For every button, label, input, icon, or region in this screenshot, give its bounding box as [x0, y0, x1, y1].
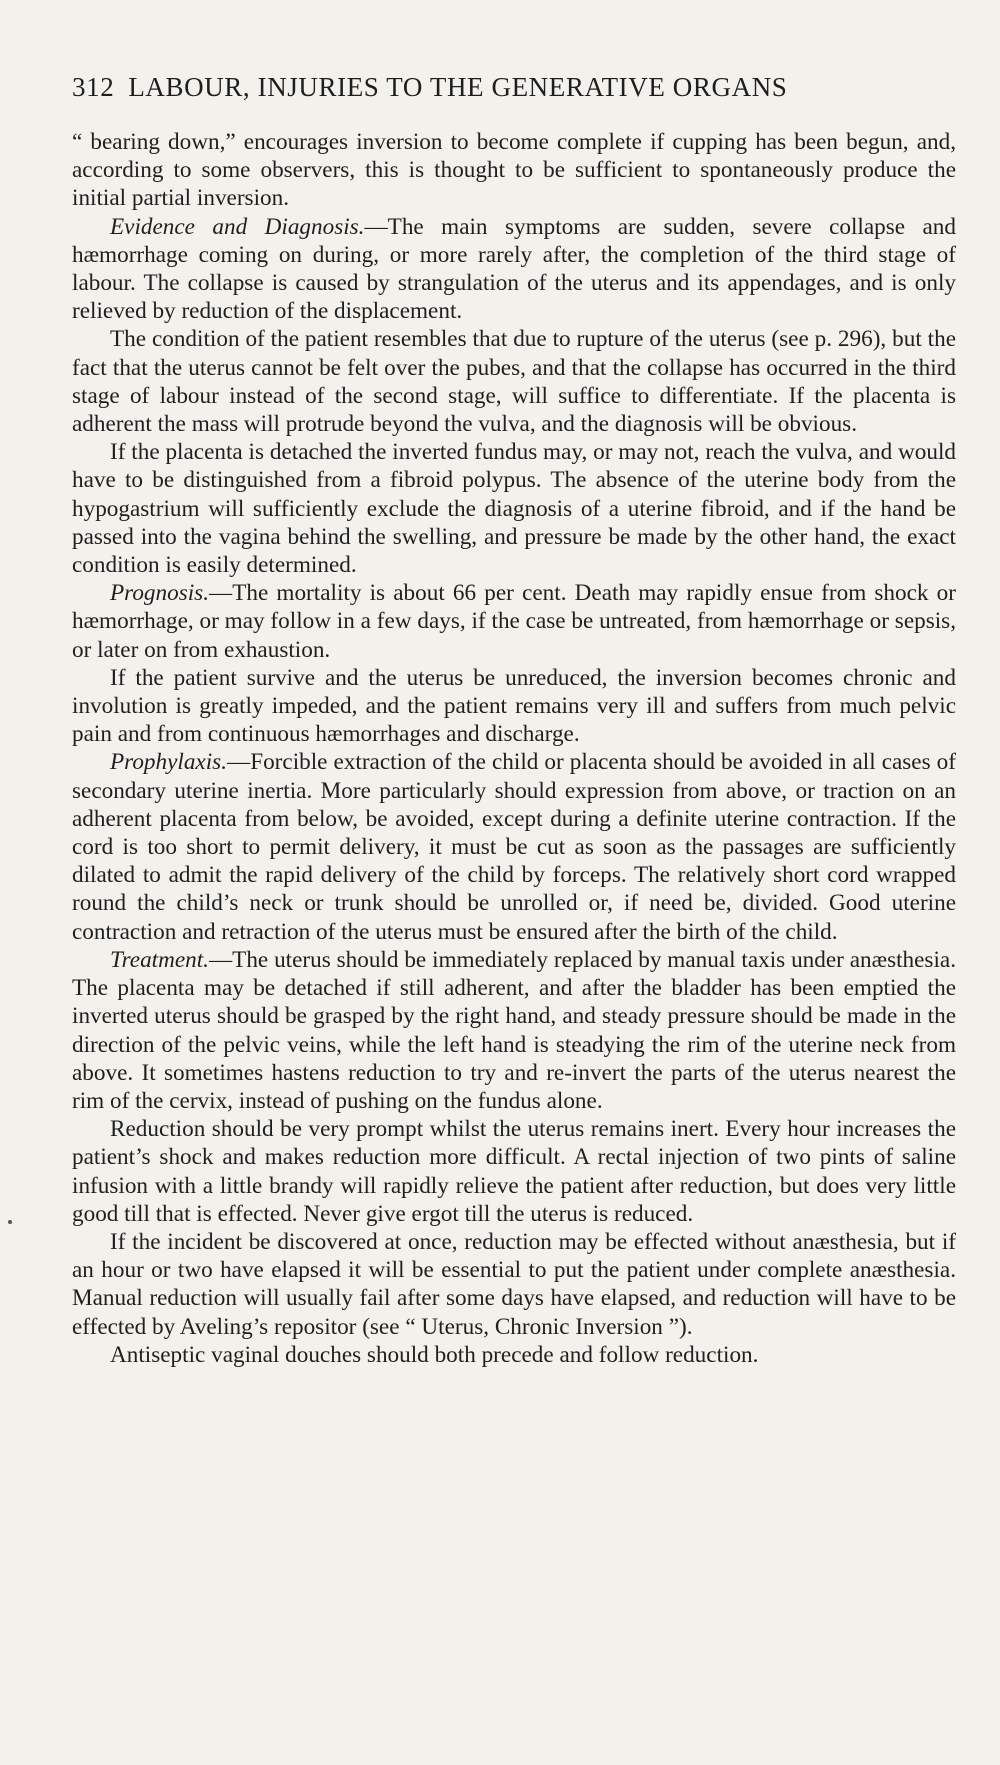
paragraph-text: If the placenta is detached the inverted fundus may, or may not, reach the vulva, and would have to be distinguished from a fibroid polypus. The absence of the uterine body from the hypogastrium will sufficiently exclude the diagnosis of a uterine fibroid, and if the hand be passed into the vagina behind the swelling, and pressure be made by the other hand, the exact condition is easily determined. [72, 439, 956, 579]
paragraph-text: —The mortality is about 66 per cent. Death may rapidly ensue from shock or hæmorrhage, or may follow in a few days, if the case be untreated, from hæmorrhage or sepsis, or later on from exhaustion. [72, 580, 956, 663]
paragraph-condition [72, 325, 956, 438]
paragraph-prognosis [72, 579, 956, 664]
paragraph-placenta-detached [72, 438, 956, 579]
paragraph-reduction [72, 1115, 956, 1228]
running-header [72, 72, 898, 103]
paragraph-text: —The main symptoms are sudden, severe collapse and hæmorrhage coming on during, or more rarely after, the completion of the third stage of labour. The collapse is caused by strangulation of the uterus and its appendages, and is only relieved by reduction of the displacement. [72, 213, 956, 325]
body-text [72, 128, 956, 1369]
paragraph-douches [72, 1341, 956, 1369]
running-title: LABOUR, INJURIES TO THE GENERATIVE ORGANS [128, 72, 788, 102]
paragraph-prophylaxis [72, 748, 956, 945]
paragraph-text: If the patient survive and the uterus be unreduced, the inversion becomes chronic and involution is greatly impeded, and the patient remains very ill and suffers from much pelvic pain and from continuous hæmorrhages and discharge. [72, 664, 956, 748]
paragraph-unreduced [72, 664, 956, 749]
paragraph-evidence-diagnosis [72, 213, 956, 326]
section-heading-treatment: Treatment. [110, 946, 209, 973]
paragraph-text: —Forcible extraction of the child or placenta should be avoided in all cases of secondary uterine inertia. More particularly should expression from above, or traction on an adherent placenta from below, be avoided, except during a definite uterine contraction. If the cord is too short to permit delivery, it must be cut as soon as the passages are sufficiently dilated to admit the rapid delivery of the child by forceps. The relatively short cord wrapped round the child’s neck or trunk should be unrolled or, if need be, divided. Good uterine contraction and retraction of the uterus must be ensured after the birth of the child. [72, 749, 956, 945]
paragraph-text: Reduction should be very prompt whilst the uterus remains inert. Every hour increases the patient’s shock and makes reduction more difficult. A rectal injection of two pints of saline infusion with a little brandy will rapidly relieve the patient after reduction, but does very little good till that is effected. Never give ergot till the uterus is reduced. [72, 1116, 956, 1227]
section-heading-prognosis: Prognosis. [110, 580, 209, 607]
paragraph-incident [72, 1228, 956, 1341]
paragraph-continuation [72, 128, 956, 213]
section-heading-evidence-diagnosis: Evidence and Diagnosis. [110, 213, 365, 240]
margin-speck [8, 1220, 12, 1224]
paragraph-text: —The uterus should be immediately replaced by manual taxis under anæsthesia. The placenta may be detached if still adherent, and after the bladder has been emptied the inverted uterus should be grasped by the right hand, and steady pressure should be made in the direction of the pelvic veins, while the left hand is steadying the rim of the uterine neck from above. It sometimes hastens reduction to try and re-invert the parts of the uterus nearest the rim of the cervix, instead of pushing on the fundus alone. [72, 946, 956, 1114]
section-heading-prophylaxis: Prophylaxis. [110, 749, 227, 776]
paragraph-text: If the incident be discovered at once, reduction may be effected without anæsthesia, but if an hour or two have elapsed it will be essential to put the patient under complete anæsthesia. Manual reduction will usually fail after some days have elapsed, and reduction will have to be effected by Aveling’s repositor (see “ Uterus, Chronic Inversion ”). [72, 1228, 956, 1340]
paragraph-text: The condition of the patient resembles that due to rupture of the uterus (see p. 296), but the fact that the uterus cannot be felt over the pubes, and that the collapse has occurred in the third stage of labour instead of the second stage, will suffice to differentiate. If the placenta is adherent the mass will protrude beyond the vulva, and the diagnosis will be obvious. [72, 326, 956, 438]
paragraph-text: “ bearing down,” encourages inversion to become complete if cupping has been begun, and, according to some observers, this is thought to be sufficient to spontaneously produce the initial partial inversion. [72, 129, 956, 212]
page-number: 312 [72, 72, 115, 102]
paragraph-text: Antiseptic vaginal douches should both precede and follow reduction. [110, 1341, 759, 1368]
paragraph-treatment [72, 946, 956, 1115]
